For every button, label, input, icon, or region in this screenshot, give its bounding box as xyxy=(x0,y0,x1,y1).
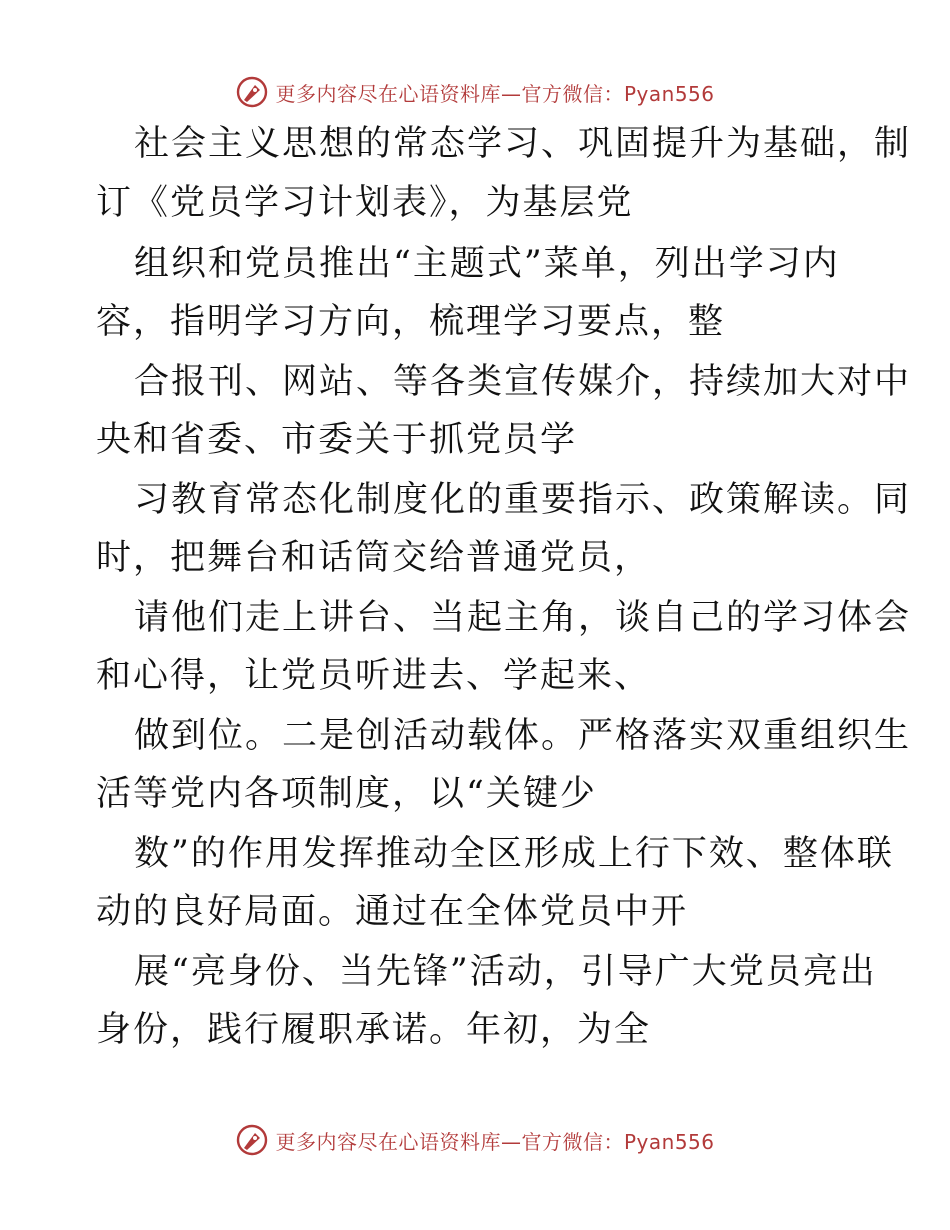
body-line: 订《党员学习计划表》，为基层党 xyxy=(96,183,634,223)
body-line: 时，把舞台和话筒交给普通党员， xyxy=(96,538,652,578)
footer-watermark-label: 更多内容尽在心语资料库—官方微信： xyxy=(275,1129,624,1154)
pen-nib-logo-icon xyxy=(235,75,269,109)
body-line: 做到位。二是创活动载体。严格落实双重组织生 xyxy=(134,716,912,756)
body-line: 展“亮身份、当先锋”活动，引导广大党员亮出 xyxy=(134,952,877,992)
header-wechat-id: Pyan556 xyxy=(623,81,715,106)
body-line: 身份，践行履职承诺。年初，为全 xyxy=(96,1010,652,1050)
header-watermark-label: 更多内容尽在心语资料库—官方微信： xyxy=(275,81,624,106)
body-line: 请他们走上讲台、当起主角，谈自己的学习体会 xyxy=(134,598,912,638)
body-line: 数”的作用发挥推动全区形成上行下效、整体联 xyxy=(134,834,894,874)
footer-watermark xyxy=(0,1120,950,1160)
pen-nib-logo-icon xyxy=(235,1123,269,1157)
body-line: 和心得，让党员听进去、学起来、 xyxy=(96,656,652,696)
body-line: 组织和党员推出“主题式”菜单，列出学习内 xyxy=(134,244,840,284)
footer-watermark-text xyxy=(275,1126,714,1155)
body-line: 动的良好局面。通过在全体党员中开 xyxy=(96,892,689,932)
header-watermark xyxy=(0,72,950,112)
body-line: 合报刊、网站、等各类宣传媒介，持续加大对中 xyxy=(134,362,912,402)
body-line: 容，指明学习方向，梳理学习要点，整 xyxy=(96,302,726,342)
body-line: 央和省委、市委关于抓党员学 xyxy=(96,420,578,460)
footer-wechat-id: Pyan556 xyxy=(623,1129,715,1154)
body-line: 习教育常态化制度化的重要指示、政策解读。同 xyxy=(134,480,912,520)
header-watermark-text xyxy=(275,78,714,107)
body-line: 社会主义思想的常态学习、巩固提升为基础，制 xyxy=(134,124,912,164)
body-line: 活等党内各项制度，以“关键少 xyxy=(96,774,597,814)
